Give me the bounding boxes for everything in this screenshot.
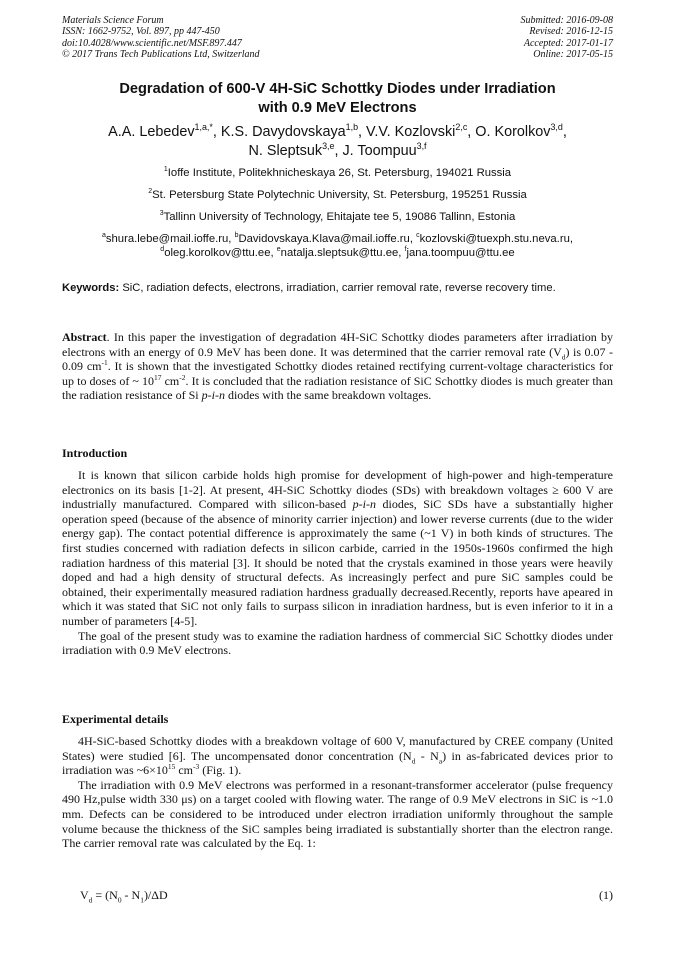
section-heading-experimental: Experimental details	[62, 712, 169, 726]
introduction-body	[62, 468, 613, 658]
date-accepted: Accepted: 2017-01-17	[523, 37, 613, 49]
experimental-paragraph-1: 4H-SiC-based Schottky diodes with a breakdown voltage of 600 V, manufactured by CREE company (United States) were studied [6]. The uncompensated donor concentration $(N_d - N_a)$ in as-fabricated devices prior to irradiation was $\sim 6\times 10^{15}$ $cm^{-3}$ (Fig. 1).	[62, 734, 613, 778]
title-line-2: with 0.9 MeV Electrons	[258, 100, 417, 116]
author-affil-mark: 3,e	[322, 141, 335, 152]
equation-1: $V_d = (N_0 - N_1)/\Delta D$ (1)	[80, 888, 613, 905]
email-line-1: $^a$shura.lebe@mail.ioffe.ru, $^b$Davidovskaya.Klava@mail.ioffe.ru, $^c$kozlovski@tuexph.stu.neva.ru,	[101, 232, 574, 245]
email-link[interactable]: kozlovski@tuexph.stu.neva.ru,	[419, 233, 574, 245]
email-link[interactable]: Davidovskaya.Klava@mail.ioffe.ru,	[238, 233, 417, 245]
affiliation-1: $^1$Ioffe Institute, Politekhnicheskaya 26, St. Petersburg, 194021 Russia	[163, 166, 512, 179]
email-link[interactable]: oleg.korolkov@ttu.ee,	[164, 247, 277, 259]
author-affil-mark: 1,b	[345, 122, 359, 133]
date-online: Online: 2017-05-15	[533, 49, 613, 61]
author-name: J. Toompuu	[342, 143, 417, 159]
abstract-label: Abstract	[62, 330, 107, 344]
author-list	[62, 123, 613, 161]
journal-copyright: © 2017 Trans Tech Publications Ltd, Switzerland	[62, 49, 260, 61]
section-heading-introduction: Introduction	[62, 446, 128, 460]
introduction-paragraph-2: The goal of the present study was to examine the radiation hardness of commercial SiC Schottky diodes under irradiation with 0.9 MeV electrons.	[62, 628, 613, 658]
date-revised: Revised: 2016-12-15	[529, 26, 613, 38]
author-name: O. Korolkov	[475, 124, 551, 140]
experimental-paragraph-2: The irradiation with 0.9 MeV electrons was performed in a resonant-transformer accelerator (pulse frequency 490 Hz,pulse width 330 μs) on a target cooled with flowing water. The range of 0.9 MeV electrons in SiC is ~1.0 mm. Defects can be considered to be introduced under electron irradiation uniformly throughout the sample volume because the thickness of the SiC samples being irradiated is substantially shorter than the electron range. The carrier removal rate was calculated by the Eq. 1:	[62, 777, 613, 851]
author-name: K.S. Davydovskaya	[220, 124, 346, 140]
journal-doi: doi:10.4028/www.scientific.net/MSF.897.447	[62, 37, 242, 49]
paper-title	[62, 80, 613, 118]
author-name: A.A. Lebedev	[108, 124, 195, 140]
dates-header	[521, 15, 614, 61]
author-name: V.V. Kozlovski	[366, 124, 456, 140]
experimental-body	[62, 734, 613, 851]
journal-issn: ISSN: 1662-9752, Vol. 897, pp 447-450	[62, 26, 220, 38]
author-line-2: N. Sleptsuk$^{3,e}$, J. Toompuu$^{3,f}$	[248, 141, 427, 159]
affiliation-2: $^2$St. Petersburg State Polytechnic University, St. Petersburg, 195251 Russia	[148, 188, 527, 201]
journal-name: Materials Science Forum	[62, 15, 164, 26]
keywords	[62, 281, 613, 295]
author-line-1: A.A. Lebedev$^{1,a,*}$, K.S. Davydovskaya$^{1,b}$, V.V. Kozlovski$^{2,c}$, O. Korolkov$^{3,d}$,	[108, 122, 567, 140]
email-list	[62, 232, 613, 260]
date-submitted: Submitted: 2016-09-08	[520, 15, 613, 26]
email-link[interactable]: jana.toompuu@ttu.ee	[406, 247, 515, 259]
journal-header	[62, 15, 260, 61]
author-affil-mark: 3,f	[416, 141, 427, 152]
keywords-label: Keywords:	[62, 282, 120, 294]
email-line-2: $^d$oleg.korolkov@ttu.ee, $^e$natalja.sleptsuk@ttu.ee, $^f$jana.toompuu@ttu.ee	[160, 246, 515, 259]
equation-number: (1)	[599, 888, 613, 902]
abstract: Abstract. In this paper the investigation of degradation 4H-SiC Schottky diodes parameters after irradiation by electrons with an energy of 0.9 MeV has been done. It was determined that the carrier removal rate $(V_d)$ is 0.07 - 0.09 $cm^{-1}$. It is shown that the investigated Schottky diodes retained rectifying current-voltage characteristics for up to doses of ~ $10^{17}$ $cm^{-2}$. It is concluded that the radiation resistance of SiC Schottky diodes is much greater than the radiation resistance of Si p-i-n diodes with the same breakdown voltages.	[62, 330, 613, 403]
affiliation-3: $^3$Tallinn University of Technology, Ehitajate tee 5, 19086 Tallinn, Estonia	[159, 210, 516, 223]
author-affil-mark: 1,a,*	[194, 122, 213, 133]
author-name: N. Sleptsuk	[248, 143, 323, 159]
email-link[interactable]: shura.lebe@mail.ioffe.ru,	[105, 233, 235, 245]
email-link[interactable]: natalja.sleptsuk@ttu.ee,	[280, 247, 405, 259]
title-line-1: Degradation of 600-V 4H-SiC Schottky Diodes under Irradiation	[119, 81, 556, 97]
keywords-text: SiC, radiation defects, electrons, irradiation, carrier removal rate, reverse recovery time.	[122, 282, 556, 294]
author-affil-mark: 2,c	[455, 122, 468, 133]
author-affil-mark: 3,d	[550, 122, 563, 133]
introduction-paragraph-1: It is known that silicon carbide holds high promise for development of high-power and high-temperature electronics on its basis [1-2]. At present, 4H-SiC Schottky diodes (SDs) with breakdown voltages ≥ 600 V are industrially manufactured. Compared with silicon-based p-i-n diodes, SiC SDs have a substantially higher operation speed (because of the absence of minority carrier injection) and lower reverse currents (due to the wider energy gap). The contact potential difference is approximately the same (~1 V) in both kinds of structures. The first studies concerned with radiation defects in silicon carbide, carried in the 1950s-1960s confirmed the high radiation hardness of this material [3]. It should be noted that the crystals examined in those years were heavily doped and had a high density of structural defects. As increasingly perfect and pure SiC samples could be obtained, their experimentally measured radiation hardness gradually decreased.Recently, reports have apeared in which it was stated that SiC not only fails to surpass silicon in inradiation hardness, but is even inferior to it in a number of parameters [4-5].	[62, 468, 614, 628]
